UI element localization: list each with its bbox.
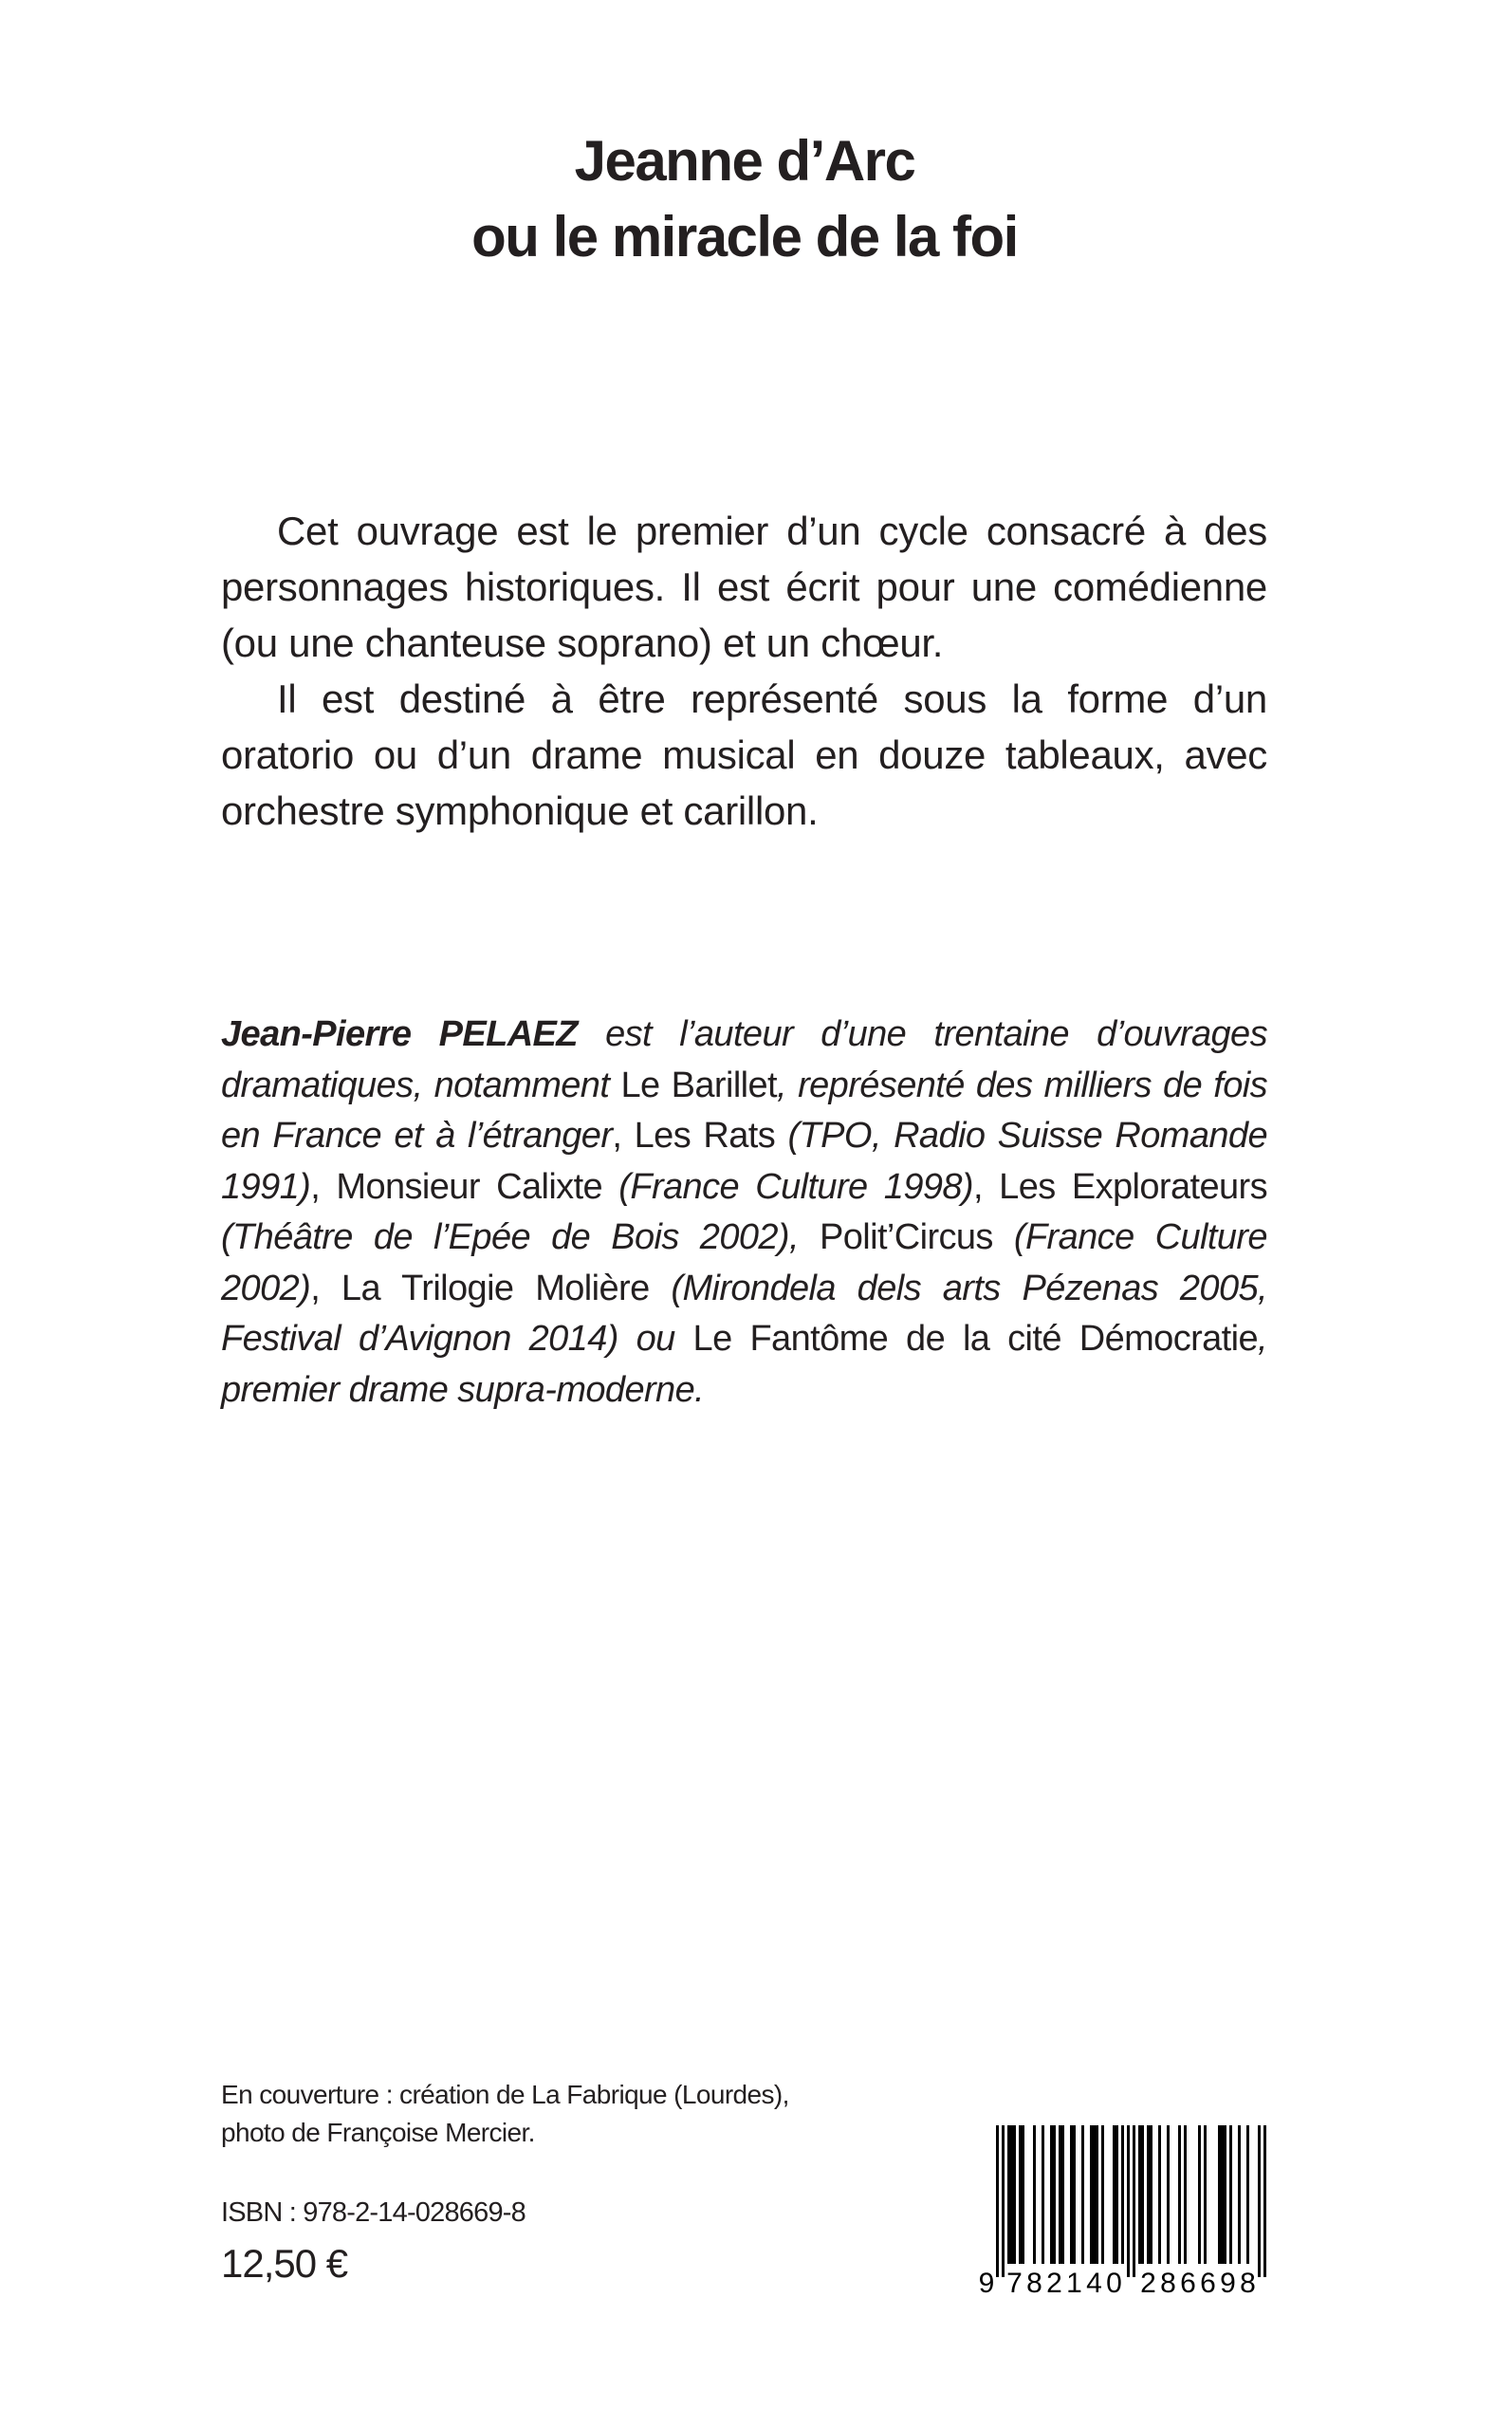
barcode-digit: 9 bbox=[1220, 2268, 1236, 2299]
barcode-bar bbox=[1198, 2125, 1201, 2264]
barcode-bar bbox=[1073, 2125, 1076, 2264]
barcode-bar bbox=[1061, 2125, 1064, 2264]
bio-text: , représenté des milliers de fois en France et à l’étranger bbox=[221, 1065, 1267, 1156]
bio-text: , premier drame supra-moderne. bbox=[221, 1319, 1267, 1410]
price: 12,50 € bbox=[221, 2241, 348, 2286]
work-title: , Monsieur Calixte bbox=[310, 1166, 619, 1207]
barcode-bar bbox=[996, 2125, 999, 2277]
barcode-bar bbox=[1158, 2125, 1161, 2264]
book-title bbox=[0, 123, 1489, 275]
credit-line-2: photo de Françoise Mercier. bbox=[221, 2118, 535, 2147]
barcode-bar bbox=[1204, 2125, 1207, 2264]
barcode-bar bbox=[1007, 2125, 1010, 2264]
bio-text: (France Culture 1998) bbox=[618, 1166, 973, 1207]
author-bio bbox=[221, 1010, 1267, 1416]
barcode-bar bbox=[1221, 2125, 1224, 2264]
barcode-bar bbox=[1141, 2125, 1144, 2264]
barcode-bar bbox=[1059, 2125, 1061, 2264]
barcode-bar bbox=[1010, 2125, 1013, 2264]
barcode-bar bbox=[1042, 2125, 1044, 2264]
barcode-digit: 6 bbox=[1180, 2268, 1196, 2299]
barcode-digit: 8 bbox=[1160, 2268, 1176, 2299]
barcode-digit: 6 bbox=[1200, 2268, 1216, 2299]
barcode-bar bbox=[1113, 2125, 1116, 2264]
title-line-2: ou le miracle de la foi bbox=[471, 205, 1018, 269]
barcode-digit: 2 bbox=[1046, 2268, 1062, 2299]
bio-text: (TPO, Radio Suisse Romande 1991) bbox=[221, 1116, 1267, 1207]
barcode-digit: 1 bbox=[1066, 2268, 1082, 2299]
barcode-bar bbox=[1184, 2125, 1187, 2264]
work-title: Polit’Circus bbox=[798, 1217, 1014, 1257]
barcode-digit: 8 bbox=[1240, 2268, 1256, 2299]
credit-line-1: En couverture : création de La Fabrique (Lourdes), bbox=[221, 2080, 789, 2109]
barcode-bar bbox=[1147, 2125, 1150, 2264]
barcode-digit: 9 bbox=[978, 2268, 995, 2299]
book-summary bbox=[221, 503, 1267, 839]
bio-text: (Théâtre de l’Epée de Bois 2002), bbox=[221, 1217, 799, 1257]
barcode-bar bbox=[1053, 2125, 1056, 2264]
barcode-bar bbox=[1178, 2125, 1181, 2264]
work-title: , La Trilogie Molière bbox=[310, 1268, 672, 1308]
barcode-bar bbox=[1013, 2125, 1016, 2264]
barcode-bar bbox=[1096, 2125, 1098, 2264]
bio-text: (France Culture 2002) bbox=[221, 1217, 1267, 1308]
isbn: ISBN : 978-2-14-028669-8 bbox=[221, 2197, 526, 2228]
barcode-bar bbox=[1002, 2125, 1005, 2277]
barcode-bar bbox=[1019, 2125, 1022, 2264]
barcode-bar bbox=[1081, 2125, 1084, 2264]
barcode-bar bbox=[1033, 2125, 1036, 2264]
bio-text: est l’auteur d’une trentaine d’ouvrages dramatiques, notamment bbox=[221, 1014, 1267, 1105]
barcode-digit: 0 bbox=[1106, 2268, 1122, 2299]
barcode-bar bbox=[1127, 2125, 1130, 2277]
summary-paragraph: Il est destiné à être représenté sous la forme d’un oratorio ou d’un drame musical en douze tableaux, avec orchestre symphonique et carillon. bbox=[221, 676, 1267, 833]
barcode-digit: 2 bbox=[1140, 2268, 1156, 2299]
barcode-bar bbox=[1070, 2125, 1073, 2264]
work-title: Le Fantôme de la cité Démocratie bbox=[674, 1319, 1259, 1359]
title-line-1: Jeanne d’Arc bbox=[574, 129, 915, 193]
work-title: , Les Rats bbox=[612, 1116, 788, 1156]
barcode-bar bbox=[1050, 2125, 1053, 2264]
barcode-bar bbox=[1218, 2125, 1221, 2264]
barcode-bar bbox=[1133, 2125, 1135, 2277]
author-name: Jean-Pierre PELAEZ bbox=[221, 1014, 578, 1054]
barcode-bar bbox=[1090, 2125, 1093, 2264]
barcode bbox=[977, 2123, 1271, 2304]
work-title: Le Barillet bbox=[620, 1065, 777, 1105]
cover-credit bbox=[221, 2076, 789, 2152]
barcode-digit: 4 bbox=[1086, 2268, 1102, 2299]
barcode-bar bbox=[1263, 2125, 1266, 2277]
barcode-bar bbox=[1093, 2125, 1096, 2264]
barcode-bar bbox=[1246, 2125, 1249, 2264]
barcode-bar bbox=[1022, 2125, 1024, 2264]
barcode-bar bbox=[1116, 2125, 1118, 2264]
barcode-bar bbox=[1229, 2125, 1232, 2264]
barcode-digit: 8 bbox=[1026, 2268, 1042, 2299]
barcode-bar bbox=[1138, 2125, 1141, 2264]
bio-text: (Mirondela dels arts Pézenas 2005, Festival d’Avignon 2014) ou bbox=[221, 1268, 1267, 1359]
barcode-bar bbox=[1150, 2125, 1152, 2264]
barcode-bar bbox=[1101, 2125, 1104, 2264]
barcode-bar bbox=[1224, 2125, 1226, 2264]
barcode-bar bbox=[1167, 2125, 1170, 2264]
barcode-bar bbox=[1121, 2125, 1124, 2264]
barcode-digit: 7 bbox=[1006, 2268, 1023, 2299]
barcode-bar bbox=[1258, 2125, 1261, 2277]
barcode-bar bbox=[1238, 2125, 1241, 2264]
summary-paragraph: Cet ouvrage est le premier d’un cycle consacré à des personnages historiques. Il est écrit pour une comédienne (ou une chanteuse soprano) et un chœur. bbox=[221, 509, 1267, 665]
work-title: , Les Explorateurs bbox=[972, 1166, 1267, 1207]
